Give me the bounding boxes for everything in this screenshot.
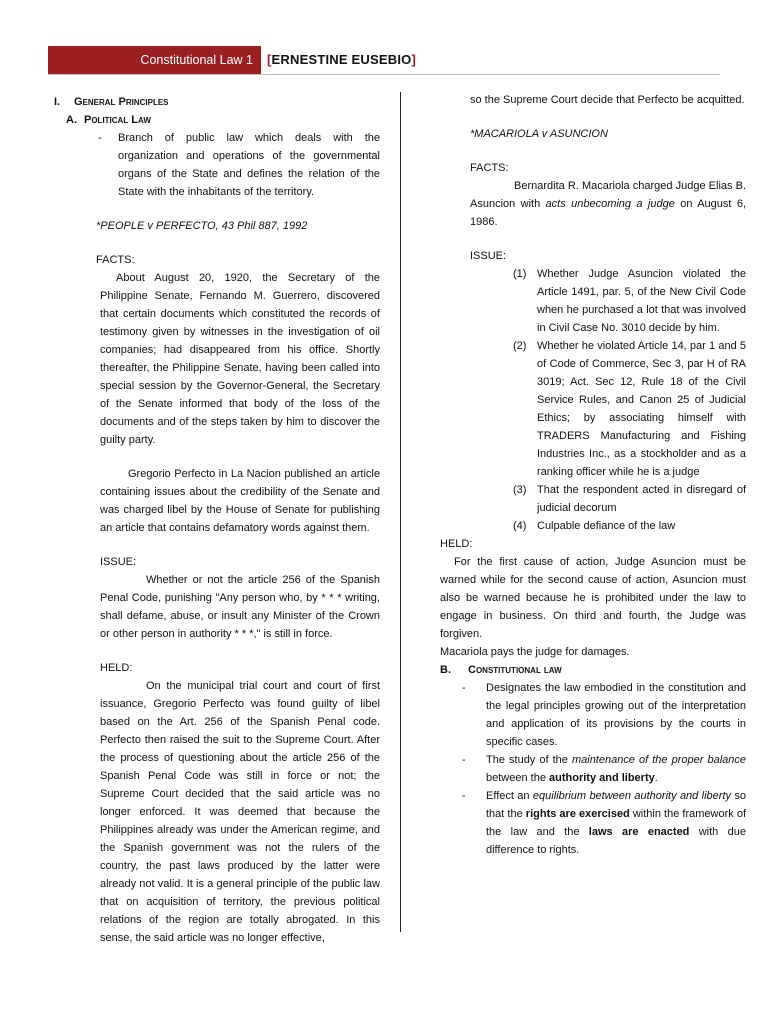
held-text: On the municipal trial court and court of first issuance, Gregorio Perfecto was found guilty of libel based on the Art. 256 of the Spanish Penal code. Perfecto then raised the suit to the Supreme Court. After the process of questioning about the article 256 of the Spanish Penal Code was still in force or not; the Supreme Court decided that the said article was no longer enforced. It was deemed that because the Philippines already was under the American regime, and the Spanish government was not the rulers of the country, the past laws produced by the latter were already not valid. It is a general principle of the public law that on acquisition of territory, the previous political relations of the region are totally abrogated. In this sense, the said article was no longer effective, <box>100 680 380 944</box>
facts-paragraph: About August 20, 1920, the Secretary of the Philippine Senate, Fernando M. Guerrero, discovered that certain documents which constituted the records of testimony given by witnesses in the investigation of oil companies; had disappeared from his office. Shortly thereafter, the Philippine Senate, having been called into special session by the Governor-General, the Secretary of the Senate informed that body of the loss of the documents and of the steps taken by him to discover the guilty party. <box>100 272 380 446</box>
section-number: I. <box>54 96 61 108</box>
continued-text: so the Supreme Court decide that Perfecto be acquitted. <box>470 94 745 106</box>
bullet-item: - Effect an equilibrium between authority and liberty so that the rights are exercised within the framework of the law and the laws are enacted with due difference to rights. <box>462 790 746 856</box>
author-text: ERNESTINE EUSEBIO <box>271 52 412 67</box>
issue-item: (3) That the respondent acted in disregard of judicial decorum <box>513 484 746 514</box>
author-name <box>267 46 416 74</box>
section-title: General Principles <box>74 96 169 108</box>
issue-item: (4) Culpable defiance of the law <box>513 520 676 532</box>
facts-text: Bernardita R. Macariola charged Judge Elias B. Asuncion with acts unbecoming a judge on August 6, 1986. <box>470 180 746 228</box>
subsection-title: Political Law <box>84 114 151 126</box>
held-text: For the first cause of action, Judge Asuncion must be warned while for the second cause of action, Asuncion must also be warned because he is prohibited under the law to engage in business. On third and fourth, the Judge was forgiven. <box>440 556 746 640</box>
issue-item: (1) Whether Judge Asuncion violated the Article 1491, par. 5, of the New Civil Code when he purchased a lot that was involved in Civil Case No. 3010 decide by him. <box>513 268 746 334</box>
case-title: *PEOPLE v PERFECTO, 43 Phil 887, 1992 <box>96 220 308 232</box>
held-label: HELD: <box>100 662 133 674</box>
definition-item <box>50 129 380 201</box>
bullet-item: - The study of the maintenance of the proper balance between the authority and liberty. <box>462 754 746 784</box>
left-column <box>50 93 380 947</box>
held-text-2: Macariola pays the judge for damages. <box>440 646 630 658</box>
subsection-title: Constitutional law <box>468 664 562 676</box>
subsection-number: B. <box>440 664 451 676</box>
bullet-item: - Designates the law embodied in the constitution and the legal principles growing out of the interpretation and application of its provisions by the courts in specific cases. <box>462 682 746 748</box>
subsection-heading <box>50 111 380 129</box>
issue-item: (2) Whether he violated Article 14, par 1 and 5 of Code of Commerce, Sec 3, par H of RA 3019; Act. Sec 12, Rule 18 of the Civil Service Rules, and Canon 25 of Judicial Ethics; by associating himself with TRADERS Manufacturing and Fishing Industries Inc., as a stockholder and as a ranking officer while he is a judge <box>513 340 746 478</box>
case-title: *MACARIOLA v ASUNCION <box>470 128 608 140</box>
section-heading <box>50 93 380 111</box>
header-rule <box>48 74 720 75</box>
bracket-close: ] <box>411 52 416 67</box>
right-column <box>440 91 746 859</box>
subsection-number: A. <box>66 114 77 126</box>
bullet-dash: - <box>98 132 102 144</box>
held-label: HELD: <box>440 538 473 550</box>
facts-label: FACTS: <box>470 162 509 174</box>
issue-label: ISSUE: <box>470 250 507 262</box>
column-divider <box>400 92 401 932</box>
facts-label: FACTS: <box>96 254 135 266</box>
course-title: Constitutional Law 1 <box>140 53 253 67</box>
bracket-open: [ <box>267 52 272 67</box>
issue-label: ISSUE: <box>100 556 137 568</box>
issue-text: Whether or not the article 256 of the Spanish Penal Code, punishing "Any person who, by * * * writing, shall defame, abuse, or insult any Minister of the Crown or other person in authority * * *," is still in force. <box>100 574 380 640</box>
definition-text: Branch of public law which deals with the organization and operations of the governmental organs of the State and defines the relation of the State with the inhabitants of the territory. <box>118 132 380 198</box>
subsection-heading <box>440 661 746 679</box>
facts-paragraph: Gregorio Perfecto in La Nacion published an article containing issues about the credibility of the Senate and was charged libel by the House of Senate for publishing an article that contains defamatory words against them. <box>100 468 380 534</box>
